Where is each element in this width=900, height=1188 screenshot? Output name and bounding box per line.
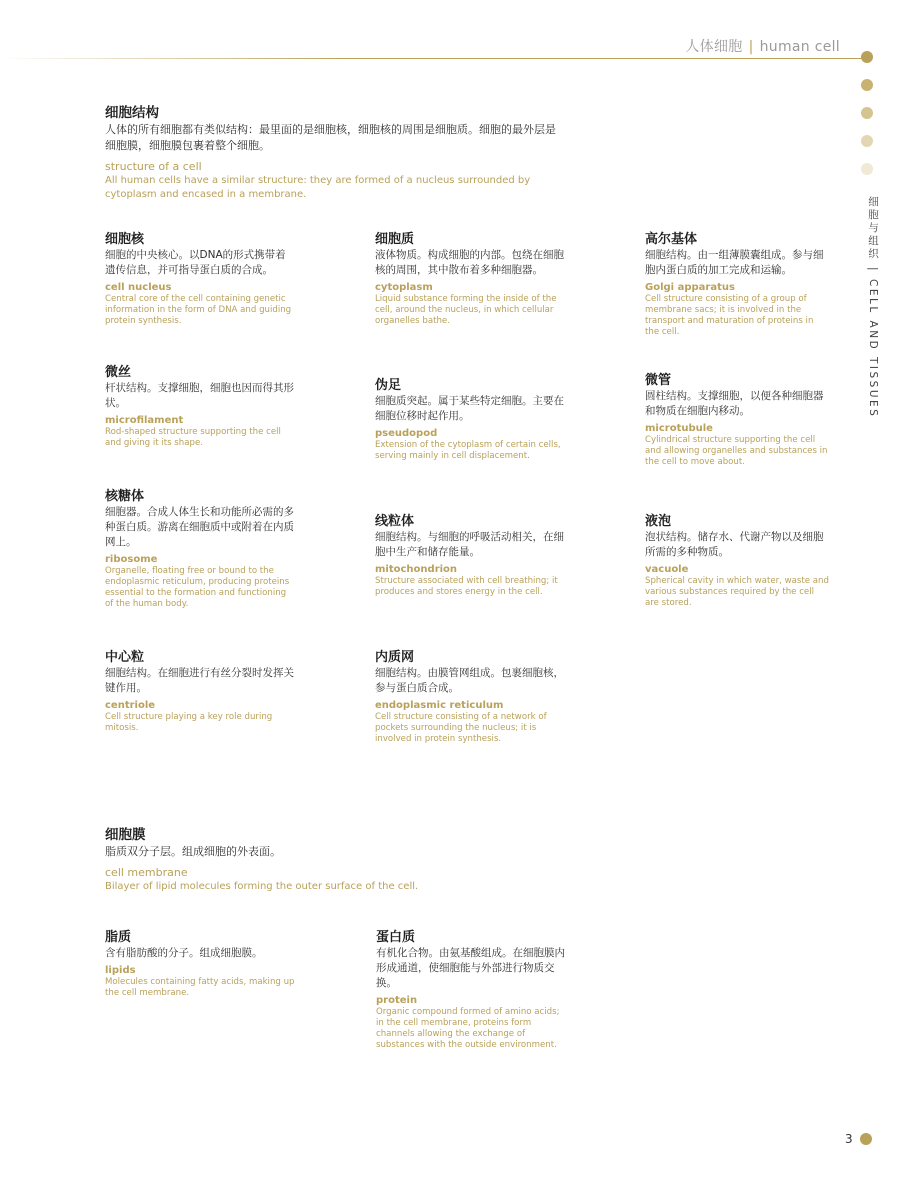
term-zh-title: 内质网 xyxy=(375,650,415,665)
term-en-text: Cell structure consisting of a group of membrane sacs; it is involved in the transport and maturation of proteins in the cell. xyxy=(645,294,814,337)
term-cytoplasm xyxy=(375,232,565,327)
term-en-text: Organelle, floating free or bound to the endoplasmic reticulum, producing proteins essential to the formation and functioning of the human body. xyxy=(105,566,290,609)
term-en-title: cytoplasm xyxy=(375,282,433,293)
term-en-text: Cell structure playing a key role during mitosis. xyxy=(105,712,273,733)
term-zh-title: 脂质 xyxy=(105,930,132,945)
membrane-zh-title: 细胞膜 xyxy=(105,827,146,843)
term-en-title: Golgi apparatus xyxy=(645,282,735,293)
term-en-title: endoplasmic reticulum xyxy=(375,700,504,711)
header-title-en: human cell xyxy=(759,39,840,55)
term-en-text: Central core of the cell containing genetic information in the form of DNA and guiding protein synthesis. xyxy=(105,294,292,326)
term-zh-text: 细胞结构。由膜管网组成。包裹细胞核，参与蛋白质合成。 xyxy=(375,667,564,694)
term-zh-text: 细胞结构。由一组薄膜囊组成。参与细胞内蛋白质的加工完成和运输。 xyxy=(645,249,824,276)
nav-dot-2 xyxy=(861,79,873,91)
term-microfilament xyxy=(105,365,295,449)
section-side-tab xyxy=(866,196,881,418)
term-zh-title: 伪足 xyxy=(375,378,402,393)
term-en-text: Spherical cavity in which water, waste and various substances required by the cell are stored. xyxy=(645,576,829,608)
term-en-title: lipids xyxy=(105,965,136,976)
term-centriole xyxy=(105,650,295,734)
term-ribosome xyxy=(105,489,295,610)
term-en-text: Liquid substance forming the inside of the cell, around the nucleus, in which cellular organelles bathe. xyxy=(375,294,557,326)
term-zh-text: 细胞的中央核心。以DNA的形式携带着遗传信息，并可指导蛋白质的合成。 xyxy=(105,249,286,276)
term-zh-title: 微丝 xyxy=(105,365,132,380)
term-en-title: microfilament xyxy=(105,415,184,426)
term-en-title: cell nucleus xyxy=(105,282,172,293)
side-tab-separator: | xyxy=(867,267,879,274)
term-zh-title: 细胞质 xyxy=(375,232,415,247)
membrane-zh-text: 脂质双分子层。组成细胞的外表面。 xyxy=(105,845,281,858)
header-separator: | xyxy=(748,39,754,55)
term-zh-text: 有机化合物。由氨基酸组成。在细胞膜内形成通道，使细胞能与外部进行物质交换。 xyxy=(376,947,565,989)
nav-dot-5 xyxy=(861,163,873,175)
nav-dot-3 xyxy=(861,107,873,119)
term-golgi-apparatus xyxy=(645,232,830,338)
term-zh-title: 蛋白质 xyxy=(376,930,416,945)
term-zh-title: 核糖体 xyxy=(105,489,145,504)
term-zh-text: 圆柱结构。支撑细胞，以便各种细胞器和物质在细胞内移动。 xyxy=(645,390,824,417)
term-pseudopod xyxy=(375,378,565,462)
membrane-en-title: cell membrane xyxy=(105,866,188,879)
term-zh-title: 液泡 xyxy=(645,514,672,529)
nav-dot-1 xyxy=(861,51,873,63)
intro-block xyxy=(105,104,560,202)
membrane-block xyxy=(105,826,560,894)
intro-en-title: structure of a cell xyxy=(105,160,202,173)
intro-zh-title: 细胞结构 xyxy=(105,105,159,121)
term-en-title: centriole xyxy=(105,700,156,711)
intro-zh-text: 人体的所有细胞都有类似结构：最里面的是细胞核，细胞核的周围是细胞质。细胞的最外层是细胞膜，细胞膜包裹着整个细胞。 xyxy=(105,123,556,152)
term-en-text: Rod-shaped structure supporting the cell and giving it its shape. xyxy=(105,427,281,448)
term-mitochondrion xyxy=(375,514,565,598)
nav-dot-4 xyxy=(861,135,873,147)
term-en-text: Structure associated with cell breathing; it produces and stores energy in the cell. xyxy=(375,576,558,597)
term-en-title: vacuole xyxy=(645,564,689,575)
header-rule xyxy=(0,58,862,59)
term-endoplasmic-reticulum xyxy=(375,650,565,745)
term-zh-text: 细胞器。合成人体生长和功能所必需的多种蛋白质。游离在细胞质中或附着在内质网上。 xyxy=(105,506,294,548)
term-zh-text: 泡状结构。储存水、代谢产物以及细胞所需的多种物质。 xyxy=(645,531,824,558)
intro-en-text: All human cells have a similar structure: they are formed of a nucleus surrounded by cytoplasm and encased in a membrane. xyxy=(105,175,531,200)
term-protein xyxy=(376,930,566,1051)
term-en-text: Cylindrical structure supporting the cell and allowing organelles and substances in the cell to move about. xyxy=(645,435,828,467)
term-vacuole xyxy=(645,514,830,609)
term-zh-text: 液体物质。构成细胞的内部。包绕在细胞核的周围，其中散布着多种细胞器。 xyxy=(375,249,564,276)
term-lipids xyxy=(105,930,295,999)
term-zh-text: 细胞结构。与细胞的呼吸活动相关，在细胞中生产和储存能量。 xyxy=(375,531,564,558)
membrane-en-text: Bilayer of lipid molecules forming the outer surface of the cell. xyxy=(105,881,419,892)
term-en-title: microtubule xyxy=(645,423,713,434)
term-zh-text: 含有脂肪酸的分子。组成细胞膜。 xyxy=(105,947,263,959)
term-en-title: pseudopod xyxy=(375,428,438,439)
side-tab-zh: 细胞与组织 xyxy=(867,196,879,261)
term-en-title: mitochondrion xyxy=(375,564,458,575)
page-number-dot xyxy=(860,1133,872,1145)
term-en-title: protein xyxy=(376,995,418,1006)
running-header xyxy=(685,36,840,56)
term-zh-title: 微管 xyxy=(645,373,672,388)
term-en-text: Cell structure consisting of a network of pockets surrounding the nucleus; it is involved in protein synthesis. xyxy=(375,712,547,744)
page-number: 3 xyxy=(845,1132,853,1146)
term-zh-title: 高尔基体 xyxy=(645,232,698,247)
term-en-text: Extension of the cytoplasm of certain cells, serving mainly in cell displacement. xyxy=(375,440,561,461)
term-en-title: ribosome xyxy=(105,554,158,565)
term-microtubule xyxy=(645,373,830,468)
term-cell-nucleus xyxy=(105,232,295,327)
side-tab-en: CELL AND TISSUES xyxy=(867,279,879,419)
term-en-text: Organic compound formed of amino acids; in the cell membrane, proteins form channels allowing the exchange of substances with the outside environment. xyxy=(376,1007,560,1050)
term-zh-title: 细胞核 xyxy=(105,232,145,247)
term-zh-text: 杆状结构。支撑细胞，细胞也因而得其形状。 xyxy=(105,382,294,409)
term-en-text: Molecules containing fatty acids, making up the cell membrane. xyxy=(105,977,295,998)
term-zh-title: 中心粒 xyxy=(105,650,145,665)
header-title-zh: 人体细胞 xyxy=(685,39,743,55)
term-zh-text: 细胞质突起。属于某些特定细胞。主要在细胞位移时起作用。 xyxy=(375,395,564,422)
term-zh-text: 细胞结构。在细胞进行有丝分裂时发挥关键作用。 xyxy=(105,667,294,694)
term-zh-title: 线粒体 xyxy=(375,514,415,529)
